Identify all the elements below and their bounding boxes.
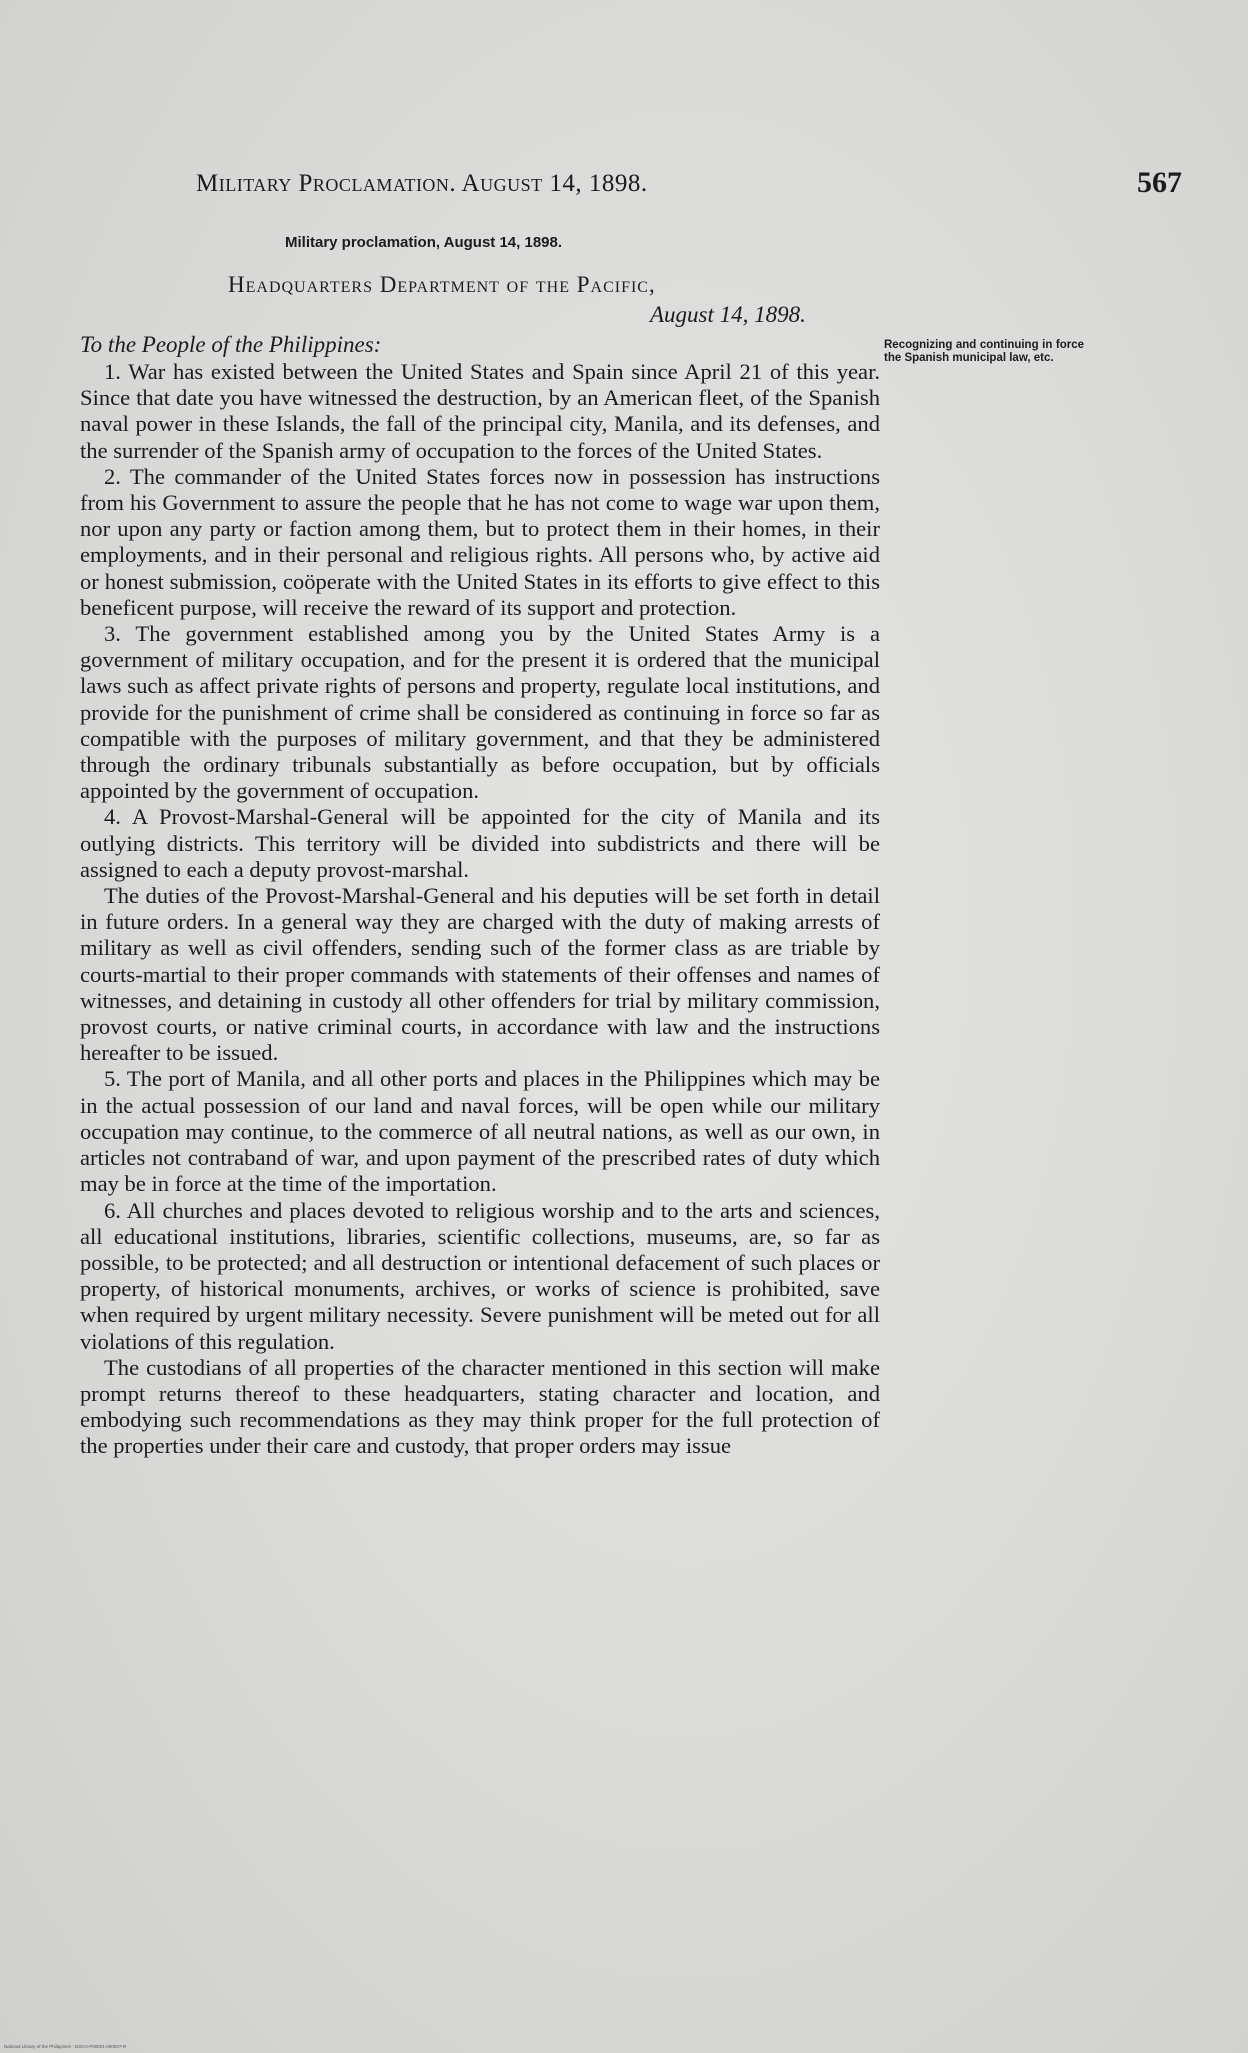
- scan-footer-tag: National Library of the Philippines · DSCH-P00001-000037-R: [4, 2044, 127, 2049]
- marginal-note: Recognizing and continuing in force the Spanish municipal law, etc.: [884, 339, 1084, 364]
- paragraph-6-custodians: The custodians of all properties of the character mentioned in this section will make prompt returns thereof to these headquarters, stating character and location, and embodying such recommendations as they may think proper for the full protection of the properties under their care and custody, that proper orders may issue: [80, 1354, 880, 1459]
- document-title: Military proclamation, August 14, 1898.: [285, 234, 563, 251]
- headquarters-date: August 14, 1898.: [650, 302, 806, 327]
- paragraph-6: 6. All churches and places devoted to religious worship and to the arts and sciences, all educational institutions, libraries, scientific collections, museums, are, so far as possible, to be protected; and all destruction or intentional defacement of such places or property, of historical monuments, archives, or works of science is prohibited, save when required by urgent military necessity. Severe punishment will be meted out for all violations of this regulation.: [80, 1197, 880, 1354]
- paragraph-1: 1. War has existed between the United States and Spain since April 21 of this year. Since that date you have witnessed the destruction, by an American fleet, of the Spanish naval power in these Islands, the fall of the principal city, Manila, and its defenses, and the surrender of the Spanish army of occupation to the forces of the United States.: [80, 359, 880, 463]
- headquarters-heading: Headquarters Department of the Pacific,: [228, 272, 656, 297]
- paragraph-4: 4. A Provost-Marshal-General will be appointed for the city of Manila and its outlying districts. This territory will be divided into subdistricts and there will be assigned to each a deputy provost-marshal.: [80, 804, 880, 882]
- paragraph-4-duties: The duties of the Provost-Marshal-General and his deputies will be set forth in detail in future orders. In a general way they are charged with the duty of making arrests of military as well as civil offenders, sending such of the former class as are triable by courts-martial to their proper commands with statements of their offenses and names of witnesses, and detaining in custody all other offenders for trial by military commission, provost courts, or native criminal courts, in accordance with law and the instructions hereafter to be issued.: [80, 883, 880, 1066]
- paragraph-5: 5. The port of Manila, and all other ports and places in the Philippines which may be in the actual possession of our land and naval forces, will be open while our military occupation may continue, to the commerce of all neutral nations, as well as our own, in articles not contraband of war, and upon payment of the prescribed rates of duty which may be in force at the time of the importation.: [80, 1066, 880, 1197]
- paragraph-2: 2. The commander of the United States forces now in possession has instructions from his Government to assure the people that he has not come to wage war upon them, nor upon any party or faction among them, but to protect them in their homes, in their employments, and in their personal and religious rights. All persons who, by active aid or honest submission, coöperate with the United States in its efforts to give effect to this beneficent purpose, will receive the reward of its support and protection.: [80, 463, 880, 620]
- salutation: To the People of the Philippines:: [80, 332, 382, 357]
- paragraph-3: 3. The government established among you by the United States Army is a government of military occupation, and for the present it is ordered that the municipal laws such as affect private rights of persons and property, regulate local institutions, and provide for the punishment of crime shall be considered as continuing in force so far as compatible with the purposes of military government, and that they be administered through the ordinary tribunals substantially as before occupation, but by officials appointed by the government of occupation.: [80, 621, 880, 804]
- proclamation-body: [80, 359, 880, 1460]
- running-head: Military Proclamation. August 14, 1898.: [196, 170, 648, 197]
- page-number: 567: [1137, 166, 1182, 199]
